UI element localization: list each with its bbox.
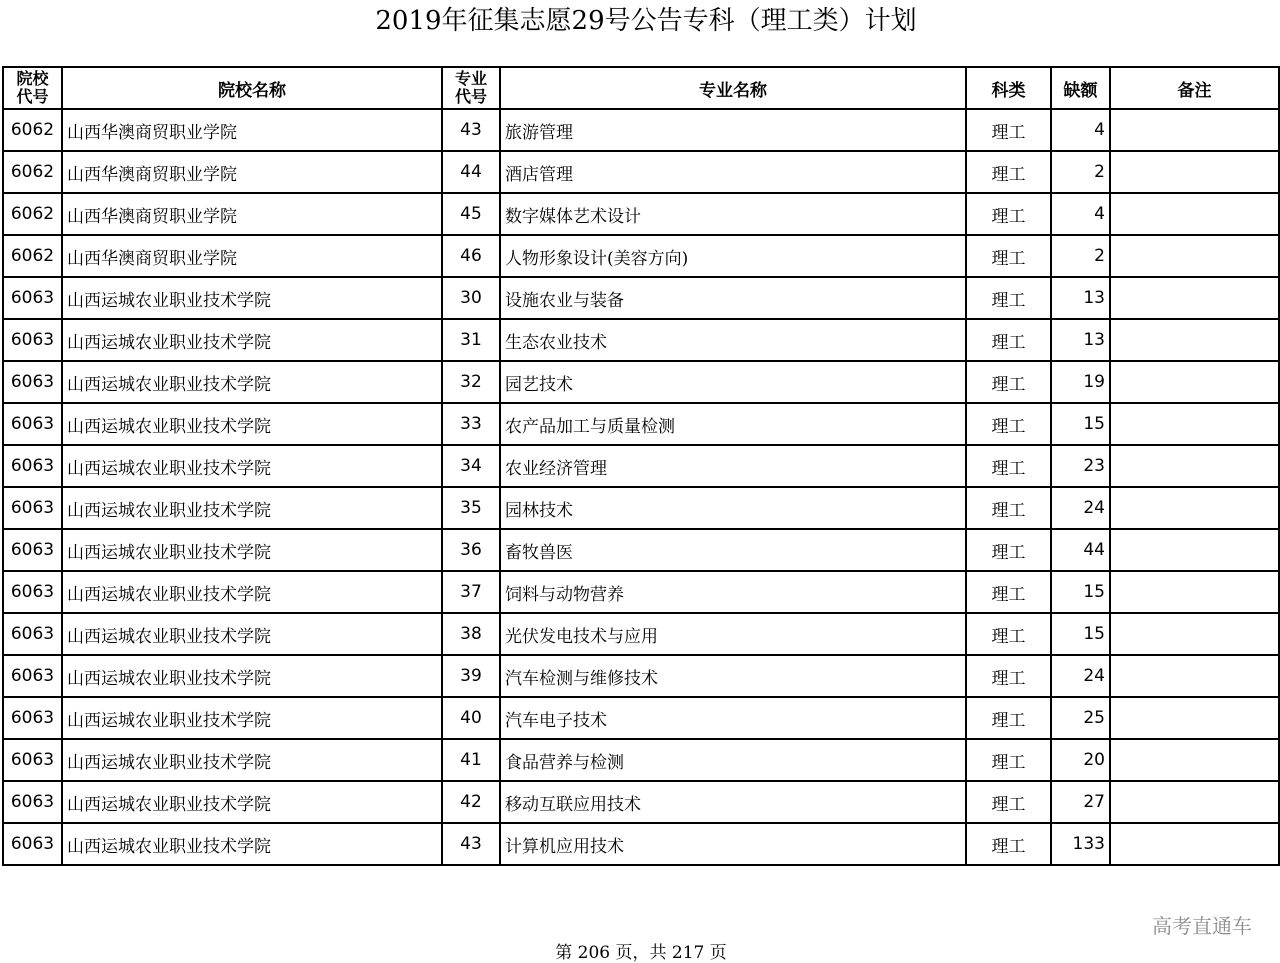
major-code-cell: 45 [442, 193, 500, 235]
type-cell: 理工 [966, 235, 1051, 277]
major-name-cell: 人物形象设计(美容方向) [500, 235, 966, 277]
major-name-cell: 计算机应用技术 [500, 823, 966, 865]
major-code-cell: 41 [442, 739, 500, 781]
page-footer: 第 206 页，共 217 页 [555, 943, 727, 963]
header-major-code [442, 67, 500, 109]
type-cell: 理工 [966, 613, 1051, 655]
page-title: 2019年征集志愿29号公告专科（理工类）计划 [375, 6, 917, 36]
school-code-cell: 6063 [3, 613, 62, 655]
header-note: 备注 [1110, 67, 1279, 109]
note-cell [1110, 445, 1279, 487]
type-cell: 理工 [966, 151, 1051, 193]
note-cell [1110, 109, 1279, 151]
type-cell: 理工 [966, 529, 1051, 571]
quota-cell: 133 [1051, 823, 1110, 865]
quota-cell: 27 [1051, 781, 1110, 823]
quota-cell: 23 [1051, 445, 1110, 487]
school-name-cell: 山西运城农业职业技术学院 [62, 739, 442, 781]
type-cell: 理工 [966, 193, 1051, 235]
major-name-cell: 酒店管理 [500, 151, 966, 193]
table-header-row [3, 67, 1279, 109]
table-row [3, 151, 1279, 193]
major-name-cell: 畜牧兽医 [500, 529, 966, 571]
school-code-cell: 6062 [3, 109, 62, 151]
table-row [3, 697, 1279, 739]
quota-cell: 2 [1051, 151, 1110, 193]
quota-cell: 24 [1051, 487, 1110, 529]
quota-cell: 15 [1051, 403, 1110, 445]
major-code-cell: 34 [442, 445, 500, 487]
quota-cell: 44 [1051, 529, 1110, 571]
quota-cell: 4 [1051, 193, 1110, 235]
note-cell [1110, 781, 1279, 823]
table-row [3, 739, 1279, 781]
major-name-cell: 汽车检测与维修技术 [500, 655, 966, 697]
school-code-cell: 6063 [3, 529, 62, 571]
school-name-cell: 山西运城农业职业技术学院 [62, 445, 442, 487]
school-name-cell: 山西运城农业职业技术学院 [62, 403, 442, 445]
school-name-cell: 山西运城农业职业技术学院 [62, 781, 442, 823]
school-code-cell: 6063 [3, 571, 62, 613]
type-cell: 理工 [966, 403, 1051, 445]
school-code-cell: 6063 [3, 445, 62, 487]
table-row [3, 403, 1279, 445]
type-cell: 理工 [966, 277, 1051, 319]
major-code-cell: 33 [442, 403, 500, 445]
note-cell [1110, 655, 1279, 697]
type-cell: 理工 [966, 319, 1051, 361]
type-cell: 理工 [966, 109, 1051, 151]
school-name-cell: 山西运城农业职业技术学院 [62, 613, 442, 655]
note-cell [1110, 571, 1279, 613]
header-school-code-line1: 院校 [16, 69, 49, 88]
table-row [3, 109, 1279, 151]
note-cell [1110, 739, 1279, 781]
school-code-cell: 6063 [3, 361, 62, 403]
quota-cell: 4 [1051, 109, 1110, 151]
note-cell [1110, 487, 1279, 529]
school-name-cell: 山西运城农业职业技术学院 [62, 277, 442, 319]
school-name-cell: 山西运城农业职业技术学院 [62, 529, 442, 571]
major-code-cell: 35 [442, 487, 500, 529]
quota-cell: 13 [1051, 319, 1110, 361]
header-major-code-line1: 专业 [454, 69, 487, 88]
plan-table [2, 66, 1280, 866]
header-school-code [3, 67, 62, 109]
note-cell [1110, 613, 1279, 655]
type-cell: 理工 [966, 739, 1051, 781]
note-cell [1110, 697, 1279, 739]
school-code-cell: 6062 [3, 235, 62, 277]
note-cell [1110, 823, 1279, 865]
school-code-cell: 6063 [3, 403, 62, 445]
major-name-cell: 汽车电子技术 [500, 697, 966, 739]
school-code-cell: 6063 [3, 277, 62, 319]
school-name-cell: 山西运城农业职业技术学院 [62, 697, 442, 739]
note-cell [1110, 277, 1279, 319]
note-cell [1110, 361, 1279, 403]
school-name-cell: 山西运城农业职业技术学院 [62, 823, 442, 865]
major-code-cell: 32 [442, 361, 500, 403]
note-cell [1110, 151, 1279, 193]
school-name-cell: 山西运城农业职业技术学院 [62, 655, 442, 697]
table-row [3, 361, 1279, 403]
note-cell [1110, 319, 1279, 361]
major-code-cell: 43 [442, 109, 500, 151]
school-code-cell: 6063 [3, 487, 62, 529]
note-cell [1110, 529, 1279, 571]
major-code-cell: 30 [442, 277, 500, 319]
major-code-cell: 44 [442, 151, 500, 193]
major-name-cell: 食品营养与检测 [500, 739, 966, 781]
major-code-cell: 36 [442, 529, 500, 571]
table-row [3, 529, 1279, 571]
major-name-cell: 光伏发电技术与应用 [500, 613, 966, 655]
table-row [3, 193, 1279, 235]
school-name-cell: 山西华澳商贸职业学院 [62, 193, 442, 235]
header-major-name: 专业名称 [500, 67, 966, 109]
school-code-cell: 6063 [3, 655, 62, 697]
school-code-cell: 6062 [3, 151, 62, 193]
major-code-cell: 31 [442, 319, 500, 361]
major-code-cell: 43 [442, 823, 500, 865]
quota-cell: 15 [1051, 571, 1110, 613]
major-code-cell: 40 [442, 697, 500, 739]
major-code-cell: 37 [442, 571, 500, 613]
major-name-cell: 移动互联应用技术 [500, 781, 966, 823]
major-name-cell: 数字媒体艺术设计 [500, 193, 966, 235]
major-name-cell: 旅游管理 [500, 109, 966, 151]
major-code-cell: 42 [442, 781, 500, 823]
note-cell [1110, 235, 1279, 277]
quota-cell: 25 [1051, 697, 1110, 739]
quota-cell: 20 [1051, 739, 1110, 781]
school-name-cell: 山西运城农业职业技术学院 [62, 361, 442, 403]
header-major-code-line2: 代号 [454, 87, 487, 106]
school-code-cell: 6063 [3, 739, 62, 781]
table-row [3, 235, 1279, 277]
major-name-cell: 园林技术 [500, 487, 966, 529]
type-cell: 理工 [966, 445, 1051, 487]
note-cell [1110, 193, 1279, 235]
type-cell: 理工 [966, 571, 1051, 613]
type-cell: 理工 [966, 361, 1051, 403]
major-name-cell: 园艺技术 [500, 361, 966, 403]
type-cell: 理工 [966, 655, 1051, 697]
header-quota: 缺额 [1051, 67, 1110, 109]
table-row [3, 487, 1279, 529]
type-cell: 理工 [966, 487, 1051, 529]
school-name-cell: 山西运城农业职业技术学院 [62, 319, 442, 361]
header-school-name: 院校名称 [62, 67, 442, 109]
quota-cell: 19 [1051, 361, 1110, 403]
table-row [3, 823, 1279, 865]
quota-cell: 13 [1051, 277, 1110, 319]
major-code-cell: 38 [442, 613, 500, 655]
school-code-cell: 6063 [3, 697, 62, 739]
table-row [3, 445, 1279, 487]
major-name-cell: 农产品加工与质量检测 [500, 403, 966, 445]
school-code-cell: 6063 [3, 823, 62, 865]
table-row [3, 319, 1279, 361]
quota-cell: 24 [1051, 655, 1110, 697]
table-row [3, 571, 1279, 613]
watermark-text: 高考直通车 [1152, 914, 1252, 938]
school-name-cell: 山西华澳商贸职业学院 [62, 109, 442, 151]
school-name-cell: 山西运城农业职业技术学院 [62, 487, 442, 529]
school-code-cell: 6062 [3, 193, 62, 235]
type-cell: 理工 [966, 823, 1051, 865]
note-cell [1110, 403, 1279, 445]
type-cell: 理工 [966, 697, 1051, 739]
school-code-cell: 6063 [3, 781, 62, 823]
school-code-cell: 6063 [3, 319, 62, 361]
major-name-cell: 农业经济管理 [500, 445, 966, 487]
quota-cell: 2 [1051, 235, 1110, 277]
school-name-cell: 山西华澳商贸职业学院 [62, 151, 442, 193]
header-type: 科类 [966, 67, 1051, 109]
type-cell: 理工 [966, 781, 1051, 823]
header-school-code-line2: 代号 [16, 87, 49, 106]
major-name-cell: 生态农业技术 [500, 319, 966, 361]
major-name-cell: 饲料与动物营养 [500, 571, 966, 613]
table-row [3, 781, 1279, 823]
major-code-cell: 39 [442, 655, 500, 697]
table-row [3, 613, 1279, 655]
school-name-cell: 山西运城农业职业技术学院 [62, 571, 442, 613]
table-row [3, 655, 1279, 697]
table-row [3, 277, 1279, 319]
school-name-cell: 山西华澳商贸职业学院 [62, 235, 442, 277]
major-name-cell: 设施农业与装备 [500, 277, 966, 319]
major-code-cell: 46 [442, 235, 500, 277]
quota-cell: 15 [1051, 613, 1110, 655]
